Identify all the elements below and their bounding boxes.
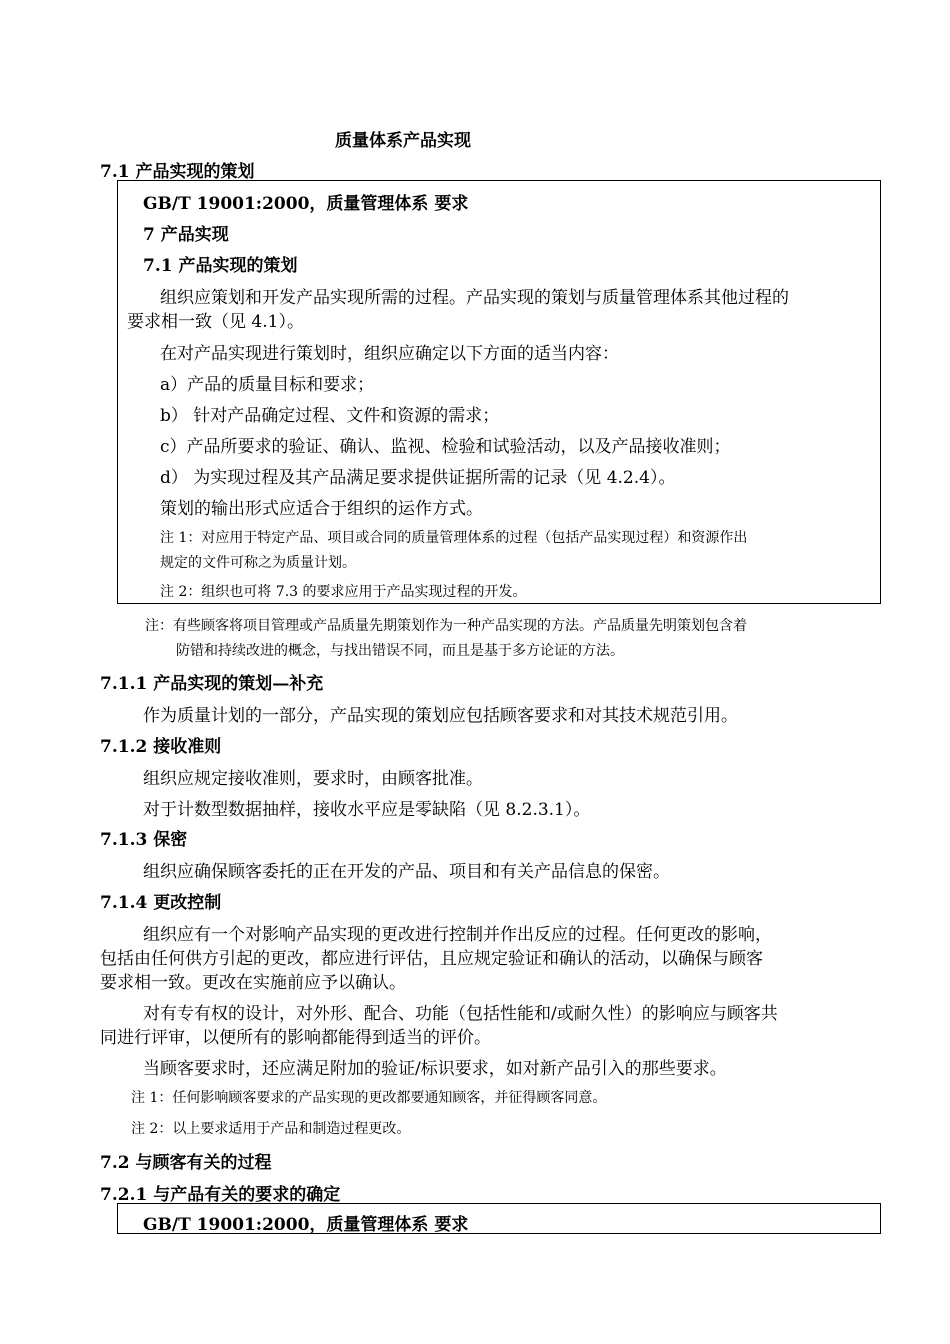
section-heading-7-1: 7.1 产品实现的策划 [100,162,255,182]
note-line: 注：有些顾客将项目管理或产品质量先期策划作为一种产品实现的方法。产品质量先明策划包含着 [145,618,747,634]
quote-paragraph-line: 要求相一致（见 4.1）。 [127,312,304,332]
page-title: 质量体系产品实现 [335,131,471,151]
section-heading-7-1-2: 7.1.2 接收准则 [100,737,222,757]
list-item-a: a）产品的质量目标和要求； [160,375,375,395]
paragraph-line: 对有专有权的设计，对外形、配合、功能（包括性能和/或耐久性）的影响应与顾客共 [143,1004,778,1024]
note-1: 注 1：任何影响顾客要求的产品实现的更改都要通知顾客，并征得顾客同意。 [131,1090,607,1106]
section-heading-7-1-4: 7.1.4 更改控制 [100,893,222,913]
quote-heading-7-1: 7.1 产品实现的策划 [143,256,298,276]
quote-heading-7: 7 产品实现 [143,225,229,245]
list-item-b: b） 针对产品确定过程、文件和资源的需求； [160,406,500,426]
paragraph: 组织应确保顾客委托的正在开发的产品、项目和有关产品信息的保密。 [143,862,670,882]
quote-note-1-line: 注 1：对应用于特定产品、项目或合同的质量管理体系的过程（包括产品实现过程）和资源作出 [160,530,748,546]
note-2: 注 2：以上要求适用于产品和制造过程更改。 [131,1121,411,1137]
quote-paragraph: 在对产品实现进行策划时，组织应确定以下方面的适当内容： [160,344,619,364]
quote-note-2: 注 2：组织也可将 7.3 的要求应用于产品实现过程的开发。 [160,584,527,600]
section-heading-7-1-3: 7.1.3 保密 [100,830,188,850]
section-heading-7-2-1: 7.2.1 与产品有关的要求的确定 [100,1185,341,1205]
paragraph-line: 同进行评审，以便所有的影响都能得到适当的评价。 [100,1028,491,1048]
quote-note-1-line: 规定的文件可称之为质量计划。 [160,555,356,571]
paragraph-line: 包括由任何供方引起的更改，都应进行评估，且应规定验证和确认的活动，以确保与顾客 [100,949,763,969]
note-line: 防错和持续改进的概念，与找出错误不同，而且是基于多方论证的方法。 [176,643,624,659]
quote-paragraph: 策划的输出形式应适合于组织的运作方式。 [160,499,483,519]
list-item-c: c）产品所要求的验证、确认、监视、检验和试验活动，以及产品接收准则； [160,437,731,457]
paragraph: 对于计数型数据抽样，接收水平应是零缺陷（见 8.2.3.1）。 [143,800,591,820]
paragraph: 作为质量计划的一部分，产品实现的策划应包括顾客要求和对其技术规范引用。 [143,706,738,726]
standard-reference: GB/T 19001:2000，质量管理体系 要求 [143,194,469,214]
quote-paragraph-line: 组织应策划和开发产品实现所需的过程。产品实现的策划与质量管理体系其他过程的 [160,288,789,308]
section-heading-7-2: 7.2 与顾客有关的过程 [100,1153,272,1173]
paragraph: 组织应规定接收准则，要求时，由顾客批准。 [143,769,483,789]
paragraph-line: 组织应有一个对影响产品实现的更改进行控制并作出反应的过程。任何更改的影响， [143,925,772,945]
paragraph: 当顾客要求时，还应满足附加的验证/标识要求，如对新产品引入的那些要求。 [143,1059,727,1079]
paragraph-line: 要求相一致。更改在实施前应予以确认。 [100,973,406,993]
standard-reference: GB/T 19001:2000，质量管理体系 要求 [143,1215,469,1235]
list-item-d: d） 为实现过程及其产品满足要求提供证据所需的记录（见 4.2.4）。 [160,468,676,488]
section-heading-7-1-1: 7.1.1 产品实现的策划—补充 [100,674,324,694]
